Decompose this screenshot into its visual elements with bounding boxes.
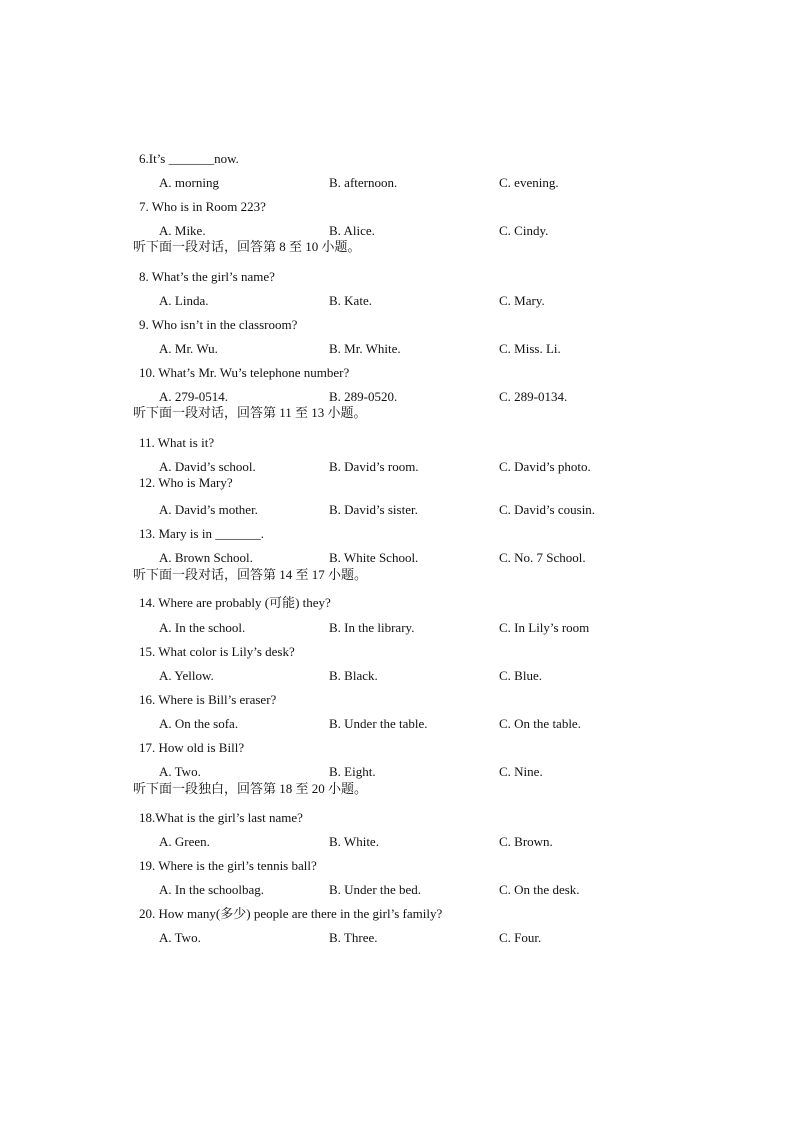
answer-option-a: A. Green. — [159, 834, 210, 849]
section-instruction: 听下面一段独白，回答第 18 至 20 小题。 — [133, 781, 368, 796]
answer-option-a: A. David’s school. — [159, 459, 256, 474]
answer-option-b: B. Kate. — [329, 293, 372, 308]
answer-option-a: A. Linda. — [159, 293, 209, 308]
section-instruction: 听下面一段对话，回答第 8 至 10 小题。 — [133, 239, 361, 254]
answer-option-a: A. On the sofa. — [159, 716, 239, 731]
question-text: 8. What’s the girl’s name? — [139, 269, 275, 284]
answer-option-b: B. Eight. — [329, 764, 376, 779]
answer-option-c: C. Nine. — [499, 764, 543, 779]
question-text: 7. Who is in Room 223? — [139, 199, 266, 214]
answer-option-c: C. David’s cousin. — [499, 502, 596, 517]
question-text: 17. How old is Bill? — [139, 740, 245, 755]
answer-option-c: C. Mary. — [499, 293, 545, 308]
answer-option-c: C. Cindy. — [499, 223, 549, 238]
question-text: 19. Where is the girl’s tennis ball? — [139, 858, 317, 873]
answer-option-b: B. Mr. White. — [329, 341, 401, 356]
answer-option-c: C. evening. — [499, 175, 559, 190]
answer-option-b: B. Alice. — [329, 223, 375, 238]
question-text: 6.It’s _______now. — [139, 151, 239, 166]
answer-option-a: A. David’s mother. — [159, 502, 258, 517]
answer-option-c: C. No. 7 School. — [499, 550, 586, 565]
answer-option-b: B. Black. — [329, 668, 378, 683]
answer-option-b: B. 289-0520. — [329, 389, 398, 404]
answer-option-c: C. In Lily’s room — [499, 620, 590, 635]
answer-option-c: C. On the desk. — [499, 882, 580, 897]
answer-option-b: B. White School. — [329, 550, 419, 565]
answer-option-a: A. Yellow. — [159, 668, 214, 683]
answer-option-a: A. In the school. — [159, 620, 246, 635]
answer-option-b: B. Three. — [329, 930, 378, 945]
question-text: 16. Where is Bill’s eraser? — [139, 692, 277, 707]
answer-option-b: B. Under the bed. — [329, 882, 422, 897]
answer-option-a: A. 279-0514. — [159, 389, 228, 404]
answer-option-a: A. Mike. — [159, 223, 206, 238]
answer-option-a: A. Brown School. — [159, 550, 253, 565]
question-text: 9. Who isn’t in the classroom? — [139, 317, 298, 332]
answer-option-c: C. Miss. Li. — [499, 341, 561, 356]
answer-option-c: C. 289-0134. — [499, 389, 568, 404]
answer-option-c: C. Four. — [499, 930, 542, 945]
question-text: 14. Where are probably (可能) they? — [139, 595, 331, 610]
question-text: 10. What’s Mr. Wu’s telephone number? — [139, 365, 350, 380]
question-text: 11. What is it? — [139, 435, 215, 450]
answer-option-b: B. White. — [329, 834, 379, 849]
answer-option-c: C. Brown. — [499, 834, 553, 849]
question-text: 13. Mary is in _______. — [139, 526, 264, 541]
answer-option-c: C. David’s photo. — [499, 459, 591, 474]
answer-option-c: C. Blue. — [499, 668, 542, 683]
section-instruction: 听下面一段对话，回答第 11 至 13 小题。 — [133, 405, 367, 420]
answer-option-b: B. David’s room. — [329, 459, 419, 474]
section-instruction: 听下面一段对话，回答第 14 至 17 小题。 — [133, 567, 368, 582]
answer-option-c: C. On the table. — [499, 716, 581, 731]
answer-option-a: A. Two. — [159, 764, 201, 779]
answer-option-b: B. afternoon. — [329, 175, 398, 190]
answer-option-a: A. Two. — [159, 930, 201, 945]
answer-option-b: B. David’s sister. — [329, 502, 418, 517]
question-text: 20. How many(多少) people are there in the girl’s family? — [139, 906, 443, 921]
answer-option-b: B. In the library. — [329, 620, 415, 635]
answer-option-a: A. morning — [159, 175, 219, 190]
answer-option-a: A. Mr. Wu. — [159, 341, 218, 356]
answer-option-a: A. In the schoolbag. — [159, 882, 265, 897]
question-text: 18.What is the girl’s last name? — [139, 810, 303, 825]
question-text: 15. What color is Lily’s desk? — [139, 644, 295, 659]
answer-option-b: B. Under the table. — [329, 716, 428, 731]
question-text: 12. Who is Mary? — [139, 475, 233, 490]
